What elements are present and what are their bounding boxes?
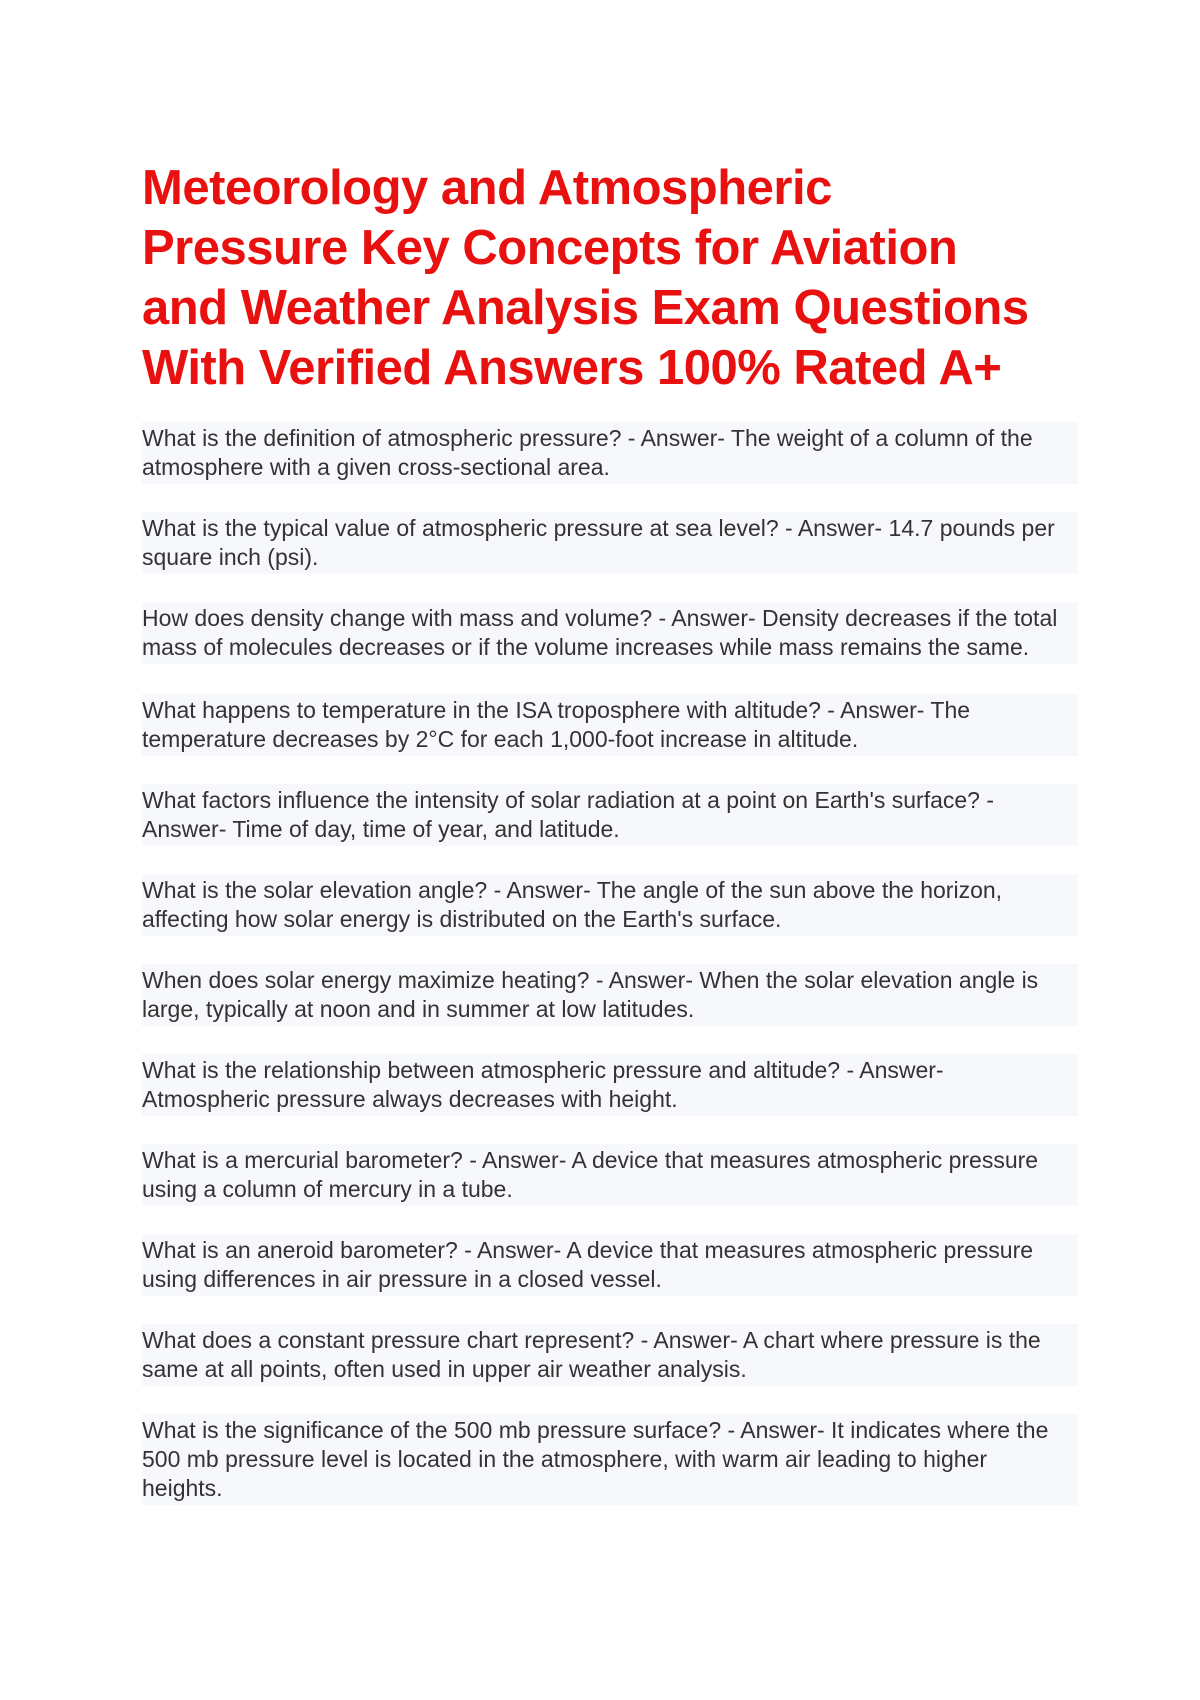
qa-item: What is the definition of atmospheric pressure? - Answer- The weight of a column of the atmosphere with a given cross-sectional area. [142,422,1078,484]
qa-item: What is an aneroid barometer? - Answer- A device that measures atmospheric pressure using differences in air pressure in a closed vessel. [142,1234,1078,1296]
qa-item: What is the relationship between atmospheric pressure and altitude? - Answer- Atmospheric pressure always decreases with height. [142,1054,1078,1116]
qa-list [142,422,1080,1505]
qa-item: How does density change with mass and volume? - Answer- Density decreases if the total mass of molecules decreases or if the volume increases while mass remains the same. [142,602,1078,664]
qa-item: What happens to temperature in the ISA troposphere with altitude? - Answer- The temperature decreases by 2°C for each 1,000-foot increase in altitude. [142,694,1078,756]
qa-item: What is a mercurial barometer? - Answer- A device that measures atmospheric pressure using a column of mercury in a tube. [142,1144,1078,1206]
document-title: Meteorology and Atmospheric Pressure Key Concepts for Aviation and Weather Analysis Exam Questions With Verified Answers 100% Rated A+ [142,161,1029,395]
qa-item: What is the significance of the 500 mb pressure surface? - Answer- It indicates where the 500 mb pressure level is located in the atmosphere, with warm air leading to higher heights. [142,1414,1078,1505]
qa-item: What factors influence the intensity of solar radiation at a point on Earth's surface? - Answer- Time of day, time of year, and latitude. [142,784,1078,846]
qa-item: When does solar energy maximize heating? - Answer- When the solar elevation angle is large, typically at noon and in summer at low latitudes. [142,964,1078,1026]
qa-item: What is the solar elevation angle? - Answer- The angle of the sun above the horizon, affecting how solar energy is distributed on the Earth's surface. [142,874,1078,936]
qa-item: What does a constant pressure chart represent? - Answer- A chart where pressure is the same at all points, often used in upper air weather analysis. [142,1324,1078,1386]
qa-item: What is the typical value of atmospheric pressure at sea level? - Answer- 14.7 pounds per square inch (psi). [142,512,1078,574]
